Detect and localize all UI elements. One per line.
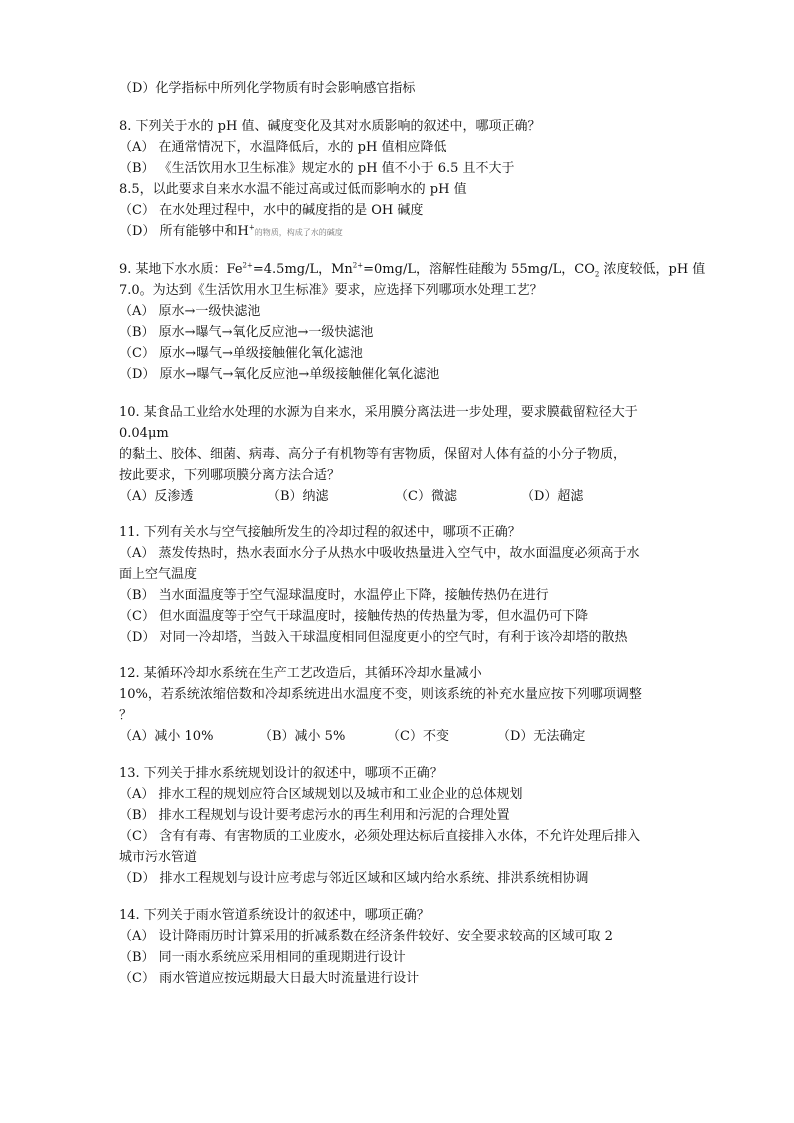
q10-option-a: （A）反渗透 <box>119 489 194 504</box>
q9-stem-part-c: =0mg/L，溶解性硅酸为 55mg/L，CO <box>363 262 595 277</box>
q8-option-d-tail: 的物质，构成了水的碱度 <box>254 228 343 237</box>
q13-option-c-line1: （C） 含有有毒、有害物质的工业废水，必须处理达标后直接排入水体，不允许处理后排入 <box>119 829 641 844</box>
q10-stem-line4: 按此要求，下列哪项膜分离方法合适？ <box>119 468 341 483</box>
q12-stem-line2: 10%，若系统浓缩倍数和冷却系统进出水温度不变，则该系统的补充水量应按下列哪项调整 <box>119 687 642 702</box>
q9-option-a: （A） 原水→一级快滤池 <box>119 304 261 319</box>
q11-option-c: （C） 但水面温度等于空气干球温度时，接触传热的传热量为零，但水温仍可下降 <box>119 609 589 624</box>
q11-stem: 11. 下列有关水与空气接触所发生的冷却过程的叙述中，哪项不正确？ <box>119 525 521 540</box>
q8-option-c: （C） 在水处理过程中，水中的碱度指的是 OH 碱度 <box>119 203 424 218</box>
q9-fe-charge: 2+ <box>242 261 253 270</box>
q14-option-a: （A） 设计降雨历时计算采用的折减系数在经济条件较好、安全要求较高的区域可取 2 <box>119 929 613 944</box>
q12-stem-line1: 12. 某循环冷却水系统在生产工艺改造后，其循环冷却水量减小 <box>119 666 482 681</box>
q10-stem-line1: 10. 某食品工业给水处理的水源为自来水，采用膜分离法进一步处理，要求膜截留粒径大于 <box>119 405 638 420</box>
q8-option-b-line2: 8.5，以此要求自来水水温不能过高或过低而影响水的 pH 值 <box>119 182 467 197</box>
q10-stem-line3: 的黏土、胶体、细菌、病毒、高分子有机物等有害物质，保留对人体有益的小分子物质， <box>119 447 627 462</box>
q11-option-a-line2: 面上空气温度 <box>119 567 198 582</box>
q8-option-d-sup: + <box>248 223 255 232</box>
q13-stem: 13. 下列关于排水系统规划设计的叙述中，哪项不正确？ <box>119 766 443 781</box>
q8-stem: 8. 下列关于水的 pH 值、碱度变化及其对水质影响的叙述中，哪项正确？ <box>119 119 541 134</box>
q10-option-b: （B）纳滤 <box>267 489 329 504</box>
q11-option-a-line1: （A） 蒸发传热时，热水表面水分子从热水中吸收热量进入空气中，故水面温度必须高于水 <box>119 546 640 561</box>
q9-option-c: （C） 原水→曝气→单级接触催化氧化滤池 <box>119 346 363 361</box>
q13-option-a: （A） 排水工程的规划应符合区域规划以及城市和工业企业的总体规划 <box>119 787 523 802</box>
q14-option-c: （C） 雨水管道应按远期最大日最大时流量进行设计 <box>119 971 420 986</box>
q10-option-c: （C）微滤 <box>395 489 457 504</box>
q8-option-b-line1: （B） 《生活饮用水卫生标准》规定水的 pH 值不小于 6.5 且不大于 <box>119 161 515 176</box>
q8-option-d-main: （D） 所有能够中和H <box>119 224 249 239</box>
q13-option-c-line2: 城市污水管道 <box>119 850 198 865</box>
q9-stem-line2: 7.0。为达到《生活饮用水卫生标准》要求，应选择下列哪项水处理工艺？ <box>119 283 543 298</box>
q13-option-d: （D） 排水工程规划与设计应考虑与邻近区域和区域内给水系统、排洪系统相协调 <box>119 871 589 886</box>
q7-option-d: （D）化学指标中所列化学物质有时会影响感官指标 <box>119 81 416 96</box>
q12-option-c: （C）不变 <box>387 729 449 744</box>
q13-option-b: （B） 排水工程规划与设计要考虑污水的再生利用和污泥的合理处置 <box>119 808 510 823</box>
q9-stem-line1 <box>119 261 705 279</box>
q9-mn-charge: 2+ <box>352 261 364 270</box>
q9-stem-part-b: =4.5mg/L，Mn <box>252 262 353 277</box>
q14-stem: 14. 下列关于雨水管道系统设计的叙述中，哪项正确？ <box>119 908 430 923</box>
q10-stem-line2: 0.04μm <box>119 426 169 441</box>
q8-option-d <box>119 223 343 242</box>
q9-stem-part-d: 浓度较低，pH 值 <box>599 262 706 277</box>
q11-option-d: （D） 对同一冷却塔，当鼓入干球温度相同但湿度更小的空气时，有利于该冷却塔的散热 <box>119 630 628 645</box>
q10-option-d: （D）超滤 <box>521 489 584 504</box>
q12-option-b: （B）减小 5% <box>259 729 346 744</box>
q12-option-d: （D）无法确定 <box>497 729 586 744</box>
q8-option-a: （A） 在通常情况下，水温降低后，水的 pH 值相应降低 <box>119 140 447 155</box>
q11-option-b: （B） 当水面温度等于空气湿球温度时，水温停止下降，接触传热仍在进行 <box>119 588 549 603</box>
q9-option-b: （B） 原水→曝气→氧化反应池→一级快滤池 <box>119 325 374 340</box>
q14-option-b: （B） 同一雨水系统应采用相同的重现期进行设计 <box>119 950 406 965</box>
q12-option-a: （A）减小 10% <box>119 729 214 744</box>
q9-co2-subscript: 2 <box>594 270 600 279</box>
q9-stem-part-a: 9. 某地下水水质：Fe <box>119 262 243 277</box>
q9-option-d: （D） 原水→曝气→氧化反应池→单级接触催化氧化滤池 <box>119 367 440 382</box>
q12-stem-line3: ？ <box>119 708 133 723</box>
